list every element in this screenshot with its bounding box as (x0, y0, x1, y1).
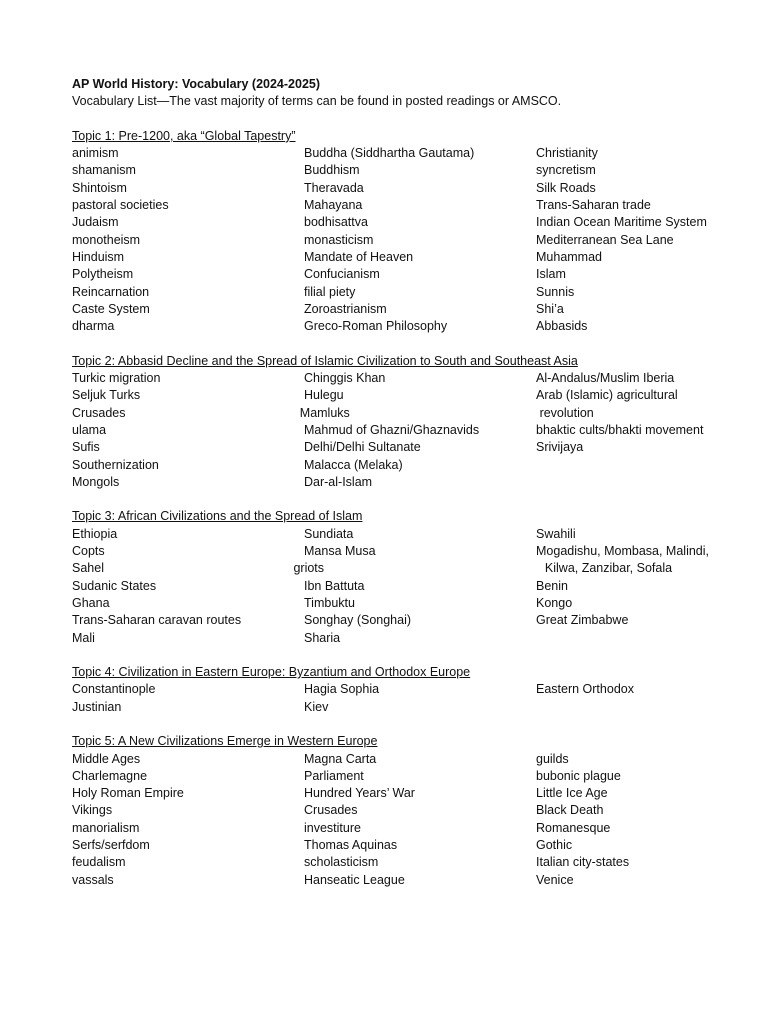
vocab-term: Hulegu (304, 388, 344, 403)
vocab-row (72, 699, 732, 716)
vocab-row (72, 595, 732, 612)
vocab-term: Buddhism (304, 163, 360, 178)
vocab-term: Mahayana (304, 198, 363, 213)
vocab-row (72, 560, 732, 577)
vocab-term: Italian city-states (536, 855, 630, 870)
topic-section (72, 664, 732, 716)
vocab-term: Holy Roman Empire (72, 786, 184, 801)
vocab-term: Caste System (72, 301, 150, 316)
page-subtitle: Vocabulary List—The vast majority of terms can be found in posted readings or AMSCO. (72, 94, 562, 109)
topic-heading: Topic 2: Abbasid Decline and the Spread of Islamic Civilization to South and Southeast Asia (72, 353, 578, 368)
vocab-row (72, 543, 732, 560)
vocab-row (72, 768, 732, 785)
vocab-term: Seljuk Turks (72, 388, 141, 403)
vocab-term: Islam (536, 267, 566, 282)
vocab-row (72, 820, 732, 837)
vocab-term (536, 699, 732, 716)
vocab-term: Zoroastrianism (304, 301, 387, 316)
vocab-row (72, 266, 732, 283)
vocab-term: Mansa Musa (304, 544, 376, 559)
vocab-term: Timbuktu (304, 595, 355, 610)
vocab-term: Judaism (72, 215, 119, 230)
vocab-term: Crusades (304, 803, 358, 818)
vocab-row (72, 785, 732, 802)
vocab-term: Shi’a (536, 301, 564, 316)
topic-section (72, 128, 732, 336)
vocab-term: Little Ice Age (536, 786, 608, 801)
vocab-row (72, 751, 732, 768)
vocab-term: Benin (536, 578, 568, 593)
vocab-term: Theravada (304, 180, 364, 195)
vocab-term: Mongols (72, 474, 120, 489)
vocab-term: scholasticism (304, 855, 379, 870)
vocab-term: Trans-Saharan trade (536, 198, 651, 213)
vocab-term: Kiev (304, 699, 329, 714)
vocab-term: Mali (72, 630, 95, 645)
vocab-term: Kongo (536, 595, 573, 610)
vocab-row (72, 232, 732, 249)
vocab-term: Sundiata (304, 526, 354, 541)
vocab-term: Songhay (Songhai) (304, 613, 412, 628)
vocab-term: Dar-al-Islam (304, 474, 373, 489)
topics-container (72, 128, 732, 889)
vocab-term: Ghana (72, 595, 110, 610)
vocab-term: Mediterranean Sea Lane (536, 232, 674, 247)
vocab-term: Middle Ages (72, 751, 141, 766)
vocab-term: Trans-Saharan caravan routes (72, 613, 242, 628)
vocab-term: Crusades (72, 405, 126, 420)
vocab-term: investiture (304, 820, 361, 835)
vocab-row (72, 197, 732, 214)
vocab-term: griots (293, 561, 325, 576)
vocab-row (72, 872, 732, 889)
vocab-term: Muhammad (536, 249, 602, 264)
vocab-row (72, 180, 732, 197)
vocab-term (536, 457, 732, 474)
vocab-row (72, 422, 732, 439)
vocab-term: Mogadishu, Mombasa, Malindi, (536, 544, 709, 559)
vocab-term: Hanseatic League (304, 872, 405, 887)
vocab-row (72, 630, 732, 647)
topic-section (72, 508, 732, 646)
vocab-term: Sahel (72, 561, 104, 576)
vocab-term: Southernization (72, 457, 159, 472)
vocab-term (536, 630, 732, 647)
page-title: AP World History: Vocabulary (2024-2025) (72, 77, 321, 91)
vocab-term: Eastern Orthodox (536, 682, 634, 697)
vocab-term: Reincarnation (72, 284, 150, 299)
vocab-row (72, 578, 732, 595)
vocab-term: Vikings (72, 803, 113, 818)
vocab-row (72, 405, 732, 422)
vocab-term: Romanesque (536, 820, 611, 835)
vocab-term: feudalism (72, 855, 126, 870)
vocab-term: Mandate of Heaven (304, 249, 414, 264)
topic-heading: Topic 4: Civilization in Eastern Europe: Byzantium and Orthodox Europe (72, 665, 471, 680)
vocab-term: Chinggis Khan (304, 371, 386, 386)
vocab-term: Hundred Years’ War (304, 786, 415, 801)
vocab-term: Mahmud of Ghazni/Ghaznavids (304, 422, 480, 437)
vocab-row (72, 214, 732, 231)
vocab-term: Christianity (536, 146, 598, 161)
vocab-term: Thomas Aquinas (304, 838, 398, 853)
vocab-term: Serfs/serfdom (72, 838, 150, 853)
vocab-term: Copts (72, 544, 105, 559)
vocab-row (72, 439, 732, 456)
vocab-term (536, 474, 732, 491)
vocab-term: ulama (72, 422, 107, 437)
vocab-term: revolution (539, 405, 594, 420)
vocab-term: Polytheism (72, 267, 134, 282)
vocab-term: Turkic migration (72, 371, 161, 386)
vocab-term: manorialism (72, 820, 140, 835)
vocab-term: Malacca (Melaka) (304, 457, 403, 472)
vocab-row (72, 526, 732, 543)
vocab-row (72, 612, 732, 629)
vocab-term: Hinduism (72, 249, 125, 264)
vocab-term: bodhisattva (304, 215, 368, 230)
vocab-term: Hagia Sophia (304, 682, 380, 697)
vocab-term: Venice (536, 872, 574, 887)
topic-heading: Topic 1: Pre-1200, aka “Global Tapestry” (72, 128, 296, 143)
vocab-term: Silk Roads (536, 180, 596, 195)
vocab-term: bubonic plague (536, 768, 621, 783)
vocab-term: filial piety (304, 284, 356, 299)
vocab-row (72, 457, 732, 474)
vocab-row (72, 162, 732, 179)
vocabulary-page (72, 76, 732, 889)
vocab-row (72, 854, 732, 871)
vocab-row (72, 387, 732, 404)
vocab-term: animism (72, 146, 119, 161)
vocab-term: monotheism (72, 232, 141, 247)
vocab-term: Greco-Roman Philosophy (304, 319, 448, 334)
vocab-term: Srivijaya (536, 440, 584, 455)
vocab-term: Arab (Islamic) agricultural (536, 388, 678, 403)
vocab-term: dharma (72, 319, 115, 334)
topic-section (72, 353, 732, 491)
vocab-term: Kilwa, Zanzibar, Sofala (544, 561, 673, 576)
vocab-term: Ibn Battuta (304, 578, 365, 593)
vocab-term: Charlemagne (72, 768, 148, 783)
vocab-term: pastoral societies (72, 198, 169, 213)
vocab-term: Delhi/Delhi Sultanate (304, 440, 421, 455)
vocab-term: Swahili (536, 526, 576, 541)
vocab-term: Mamluks (299, 405, 350, 420)
vocab-term: guilds (536, 751, 569, 766)
vocab-row (72, 802, 732, 819)
vocab-term: Confucianism (304, 267, 380, 282)
vocab-row (72, 474, 732, 491)
vocab-row (72, 249, 732, 266)
vocab-term: Black Death (536, 803, 604, 818)
topic-heading: Topic 5: A New Civilizations Emerge in Western Europe (72, 734, 378, 749)
vocab-term: Abbasids (536, 319, 588, 334)
topic-section (72, 733, 732, 889)
vocab-row (72, 681, 732, 698)
vocab-row (72, 301, 732, 318)
vocab-term: Sunnis (536, 284, 575, 299)
vocab-term: Great Zimbabwe (536, 613, 629, 628)
vocab-term: Constantinople (72, 682, 156, 697)
vocab-term: Magna Carta (304, 751, 377, 766)
vocab-term: Sharia (304, 630, 341, 645)
vocab-term: Indian Ocean Maritime System (536, 215, 707, 230)
vocab-row (72, 370, 732, 387)
vocab-term: Justinian (72, 699, 122, 714)
vocab-term: Al-Andalus/Muslim Iberia (536, 371, 675, 386)
vocab-row (72, 837, 732, 854)
vocab-term: Buddha (Siddhartha Gautama) (304, 146, 475, 161)
vocab-row (72, 318, 732, 335)
vocab-term: syncretism (536, 163, 596, 178)
vocab-term: monasticism (304, 232, 374, 247)
vocab-term: bhaktic cults/bhakti movement (536, 422, 704, 437)
vocab-term: Sudanic States (72, 578, 157, 593)
vocab-term: Shintoism (72, 180, 127, 195)
vocab-term: shamanism (72, 163, 136, 178)
vocab-term: Ethiopia (72, 526, 118, 541)
vocab-row (72, 145, 732, 162)
topic-heading: Topic 3: African Civilizations and the Spread of Islam (72, 509, 363, 524)
vocab-row (72, 284, 732, 301)
vocab-term: vassals (72, 872, 114, 887)
vocab-term: Parliament (304, 768, 364, 783)
vocab-term: Gothic (536, 838, 573, 853)
vocab-term: Sufis (72, 440, 100, 455)
